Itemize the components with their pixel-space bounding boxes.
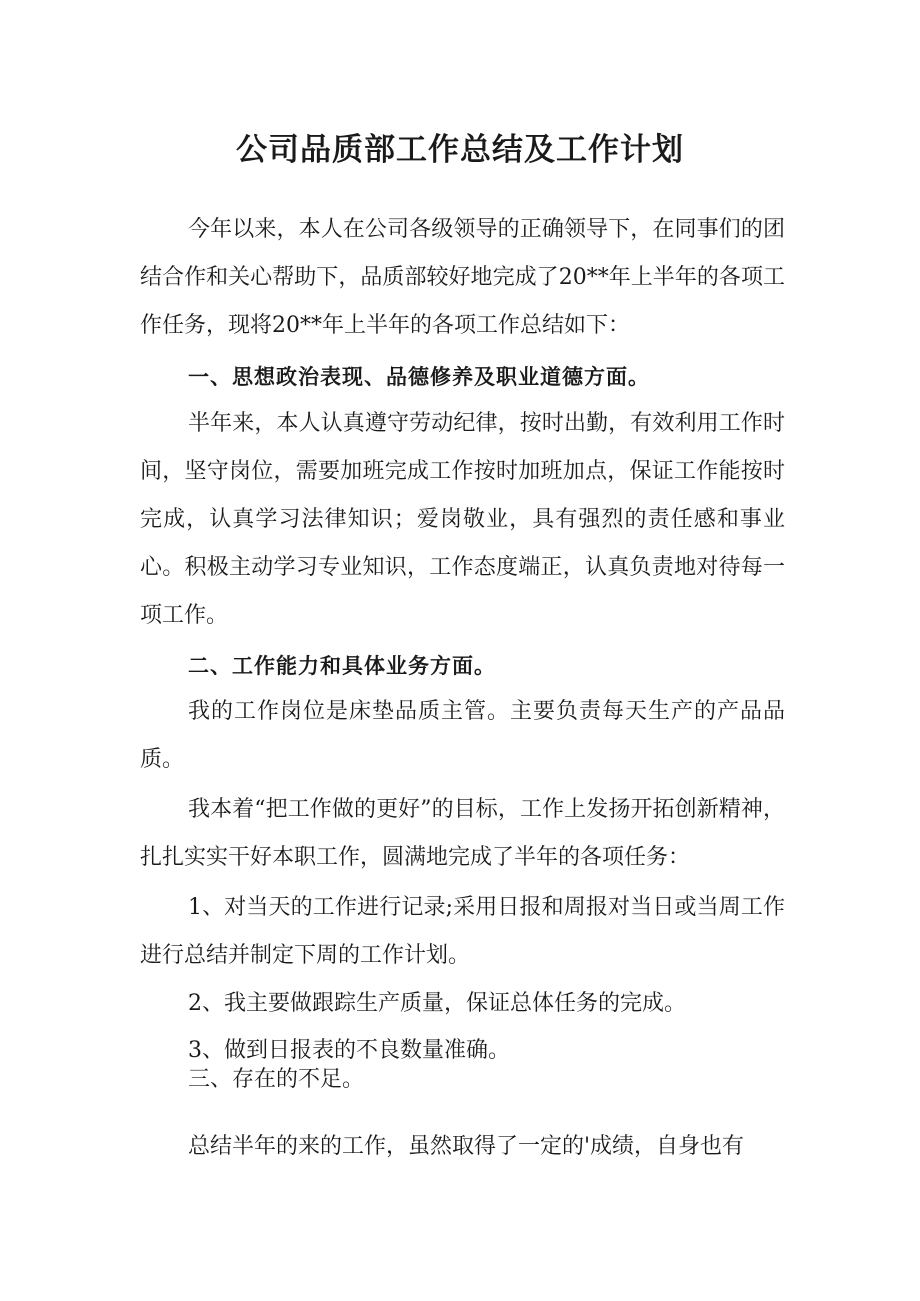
section-heading-3: 三、存在的不足。 — [188, 1067, 365, 1092]
section-heading-1: 一、思想政治表现、品德修养及职业道德方面。 — [188, 365, 650, 389]
section-heading-2: 二、工作能力和具体业务方面。 — [188, 654, 496, 678]
paragraph-conduct: 半年来，本人认真遵守劳动纪律，按时出勤，有效利用工作时间，坚守岗位，需要加班完成工作按时加班加点，保证工作能按时完成，认真学习法律知识；爱岗敬业，具有强烈的责任感和事业心。积极主动学习专业知识，工作态度端正，认真负责地对待每一项工作。 — [140, 411, 785, 628]
paragraph-intro: 今年以来，本人在公司各级领导的正确领导下，在同事们的团结合作和关心帮助下，品质部较好地完成了20**年上半年的各项工作任务，现将20**年上半年的各项工作总结如下： — [140, 217, 785, 338]
paragraph-summary: 总结半年的来的工作，虽然取得了一定的'成绩，自身也有 — [188, 1134, 745, 1159]
paragraph-goal: 我本着“把工作做的更好”的目标，工作上发扬开拓创新精神，扎扎实实干好本职工作，圆满地完成了半年的各项任务： — [140, 797, 785, 870]
list-item-2: 2、我主要做跟踪生产质量，保证总体任务的完成。 — [188, 991, 686, 1016]
paragraph-position: 我的工作岗位是床垫品质主管。主要负责每天生产的产品品质。 — [140, 699, 785, 772]
list-item-3: 3、做到日报表的不良数量准确。 — [188, 1038, 510, 1063]
list-item-1: 1、对当天的工作进行记录;采用日报和周报对当日或当周工作进行总结并制定下周的工作计划。 — [140, 895, 785, 968]
document-title: 公司品质部工作总结及工作计划 — [236, 132, 684, 168]
